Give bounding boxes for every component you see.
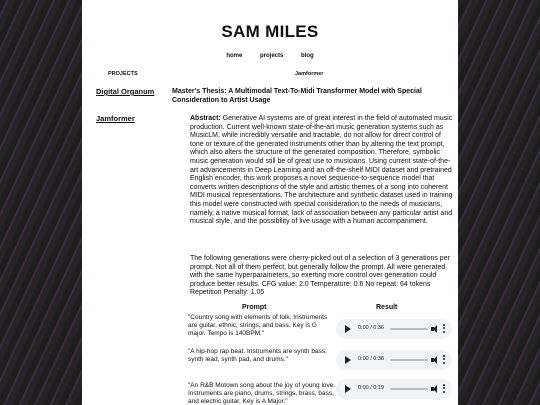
projects-heading: PROJECTS bbox=[108, 71, 138, 77]
abstract-label: Abstract: bbox=[190, 115, 221, 122]
volume-icon[interactable] bbox=[431, 325, 440, 333]
column-header-prompt: Prompt bbox=[242, 304, 267, 311]
page-content bbox=[82, 0, 458, 405]
sidebar-item-digital-organum[interactable]: Digital Organum bbox=[96, 87, 155, 96]
more-options-icon[interactable] bbox=[443, 383, 446, 395]
project-heading: Jamformer bbox=[295, 71, 324, 77]
play-icon[interactable] bbox=[345, 356, 351, 364]
abstract-text: Generative AI systems are of great interest in the field of automated music production. Current well-known state-of-the-art music generation systems such as MusicLM, while incredibly versatile and tractable, do not allow for direct control of tone or texture of the generated instruments other than by altering the text prompt, which also alters the structure of the generated composition. Therefore, symbolic music generation would still be of great use to musicians. Using current state-of-the-art advancements in Deep Learning and an off-the-shelf MIDI dataset and pretrained English encoder, this work proposes a novel sequence-to-sequence model that converts written descriptions of the style and artistic themes of a song into coherent MIDI musical representations. The architecture and synthetic dataset used in training this model were constructed with special consideration to the needs of musicians, namely, a native musical format, lack of association between any particular artist and musical style, and the possibility of live usage with a human accompaniment. bbox=[190, 115, 453, 226]
play-icon[interactable] bbox=[345, 325, 351, 333]
more-options-icon[interactable] bbox=[443, 354, 446, 366]
playback-time: 0:00 / 0:36 bbox=[358, 325, 384, 331]
column-header-result: Result bbox=[376, 304, 398, 311]
audio-player[interactable] bbox=[336, 350, 452, 370]
seek-bar[interactable] bbox=[390, 388, 428, 390]
nav-projects-link[interactable]: projects bbox=[260, 53, 284, 59]
site-title: SAM MILES bbox=[221, 22, 319, 41]
volume-icon[interactable] bbox=[431, 356, 440, 364]
playback-time: 0:00 / 0:38 bbox=[358, 356, 384, 362]
seek-bar[interactable] bbox=[390, 328, 428, 330]
nav-home-link[interactable]: home bbox=[226, 53, 243, 59]
generations-note: The following generations were cherry-picked out of a selection of 3 generations per prompt. Not all of them perfect, but generally follow the prompt. All were generated with the same hyperparameters, so exerting more control over generation could produce better results. CFG value: 2.0 Temperature: 0.6 No repeat: 64 tokens Repetition Penalty: 1.05 bbox=[190, 255, 450, 297]
volume-icon[interactable] bbox=[431, 385, 440, 393]
playback-time: 0:00 / 0:19 bbox=[358, 385, 384, 391]
audio-player[interactable] bbox=[336, 379, 452, 399]
prompt-cell: "Country song with elements of folk. Instruments are guitar, ethnic, strings, and bass. Key is G major. Tempo is 140BPM." bbox=[188, 314, 328, 337]
audio-player[interactable] bbox=[336, 319, 452, 339]
play-icon[interactable] bbox=[345, 385, 351, 393]
abstract-paragraph bbox=[190, 115, 456, 227]
sidebar-item-jamformer[interactable]: Jamformer bbox=[96, 114, 135, 123]
seek-bar[interactable] bbox=[390, 359, 428, 361]
prompt-cell: "A hip-hop rap beat. Instruments are synth bass, synth lead, synth pad, and drums." bbox=[188, 348, 327, 363]
thesis-title: Master's Thesis: A Multimodal Text-To-Midi Transformer Model with Special Consideration to Artist Usage bbox=[172, 88, 422, 104]
more-options-icon[interactable] bbox=[443, 323, 446, 335]
nav-blog-link[interactable]: blog bbox=[301, 53, 314, 59]
top-nav bbox=[82, 53, 458, 59]
prompt-cell: "An R&B Motown song about the joy of young love. Instruments are piano, drums, strings, brass, bass, and electric guitar. Key is A Major." bbox=[188, 382, 336, 405]
